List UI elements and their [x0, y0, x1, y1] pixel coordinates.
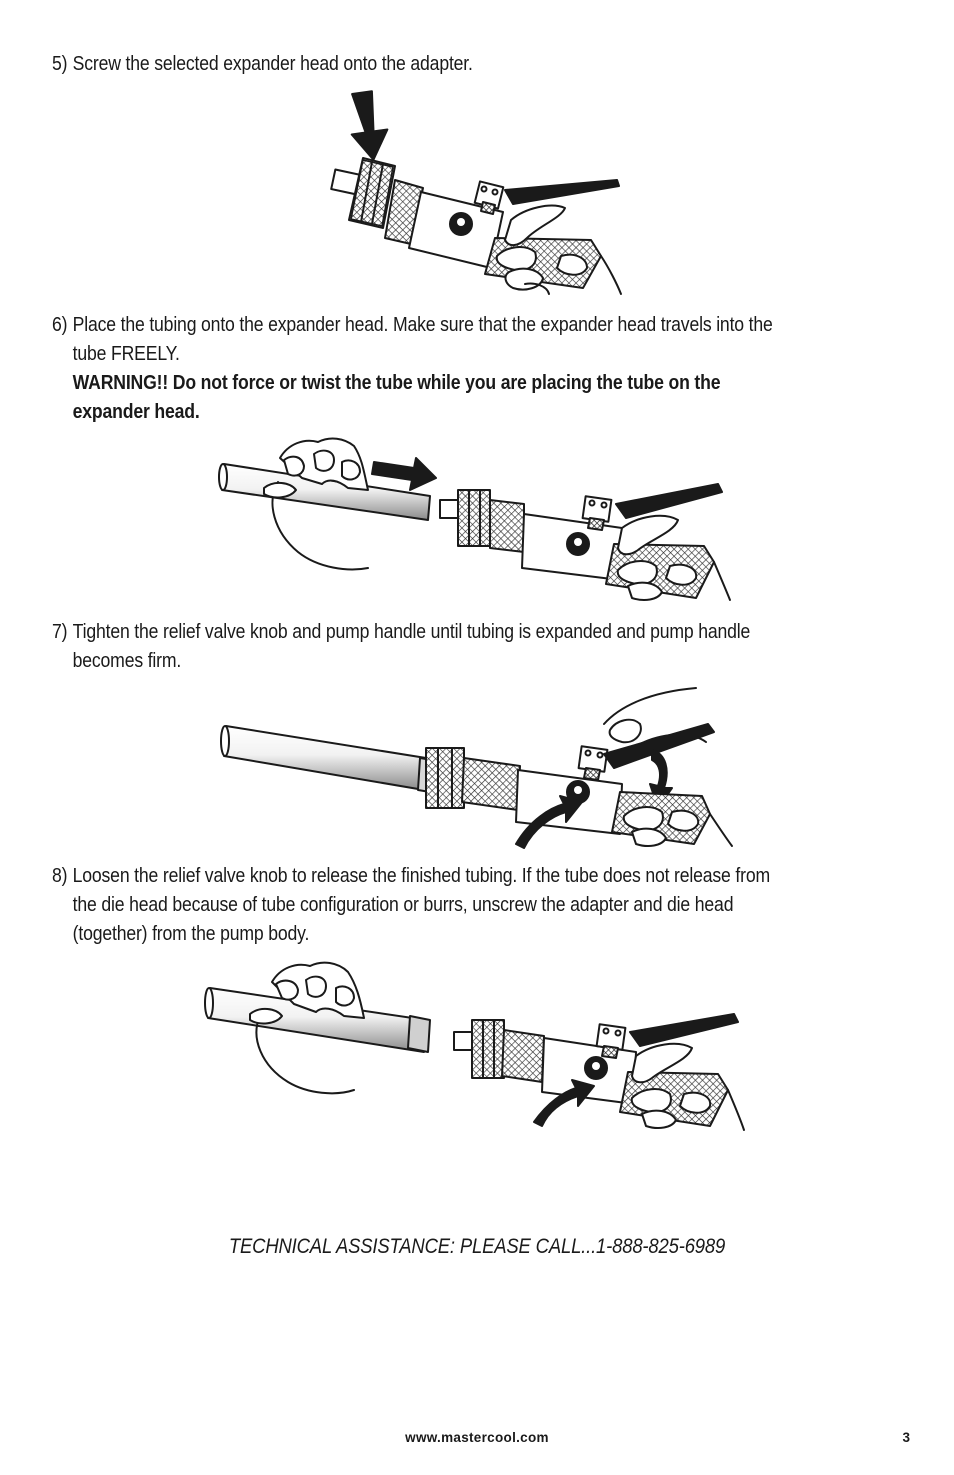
step-7 [52, 617, 783, 675]
figure-release-tubing [204, 956, 749, 1136]
figure-tighten-relief-valve [220, 684, 740, 849]
figure-screw-expander-head [325, 88, 625, 298]
step-text-line: (together) from the pump body. [72, 922, 310, 945]
technical-assistance: TECHNICAL ASSISTANCE: PLEASE CALL...1-888-825-6989 [228, 1235, 726, 1258]
step-number: 6) [52, 313, 68, 336]
step-8 [52, 861, 783, 948]
footer-url[interactable]: www.mastercool.com [405, 1430, 549, 1445]
step-text-line: tube FREELY. [72, 342, 180, 365]
step-text-line: becomes firm. [72, 649, 182, 672]
step-number: 8) [52, 864, 68, 887]
page-number: 3 [902, 1430, 910, 1445]
step-text-line: Screw the selected expander head onto the adapter. [72, 52, 473, 75]
warning-line: WARNING!! Do not force or twist the tube while you are placing the tube on the [72, 371, 721, 394]
right-arrow-icon [372, 458, 436, 490]
step-text-line: Tighten the relief valve knob and pump handle until tubing is expanded and pump handle [72, 620, 751, 643]
down-arrow-icon [346, 90, 391, 162]
step-5 [52, 49, 783, 78]
step-number: 7) [52, 620, 68, 643]
step-text-line: the die head because of tube configuration or burrs, unscrew the adapter and die head [72, 893, 734, 916]
step-text-line: Place the tubing onto the expander head. Make sure that the expander head travels into the [72, 313, 773, 336]
step-6 [52, 310, 783, 426]
figure-place-tubing [218, 432, 738, 604]
step-text-line: Loosen the relief valve knob to release the finished tubing. If the tube does not release from [72, 864, 770, 887]
step-number: 5) [52, 52, 68, 75]
warning-line: expander head. [72, 400, 200, 423]
